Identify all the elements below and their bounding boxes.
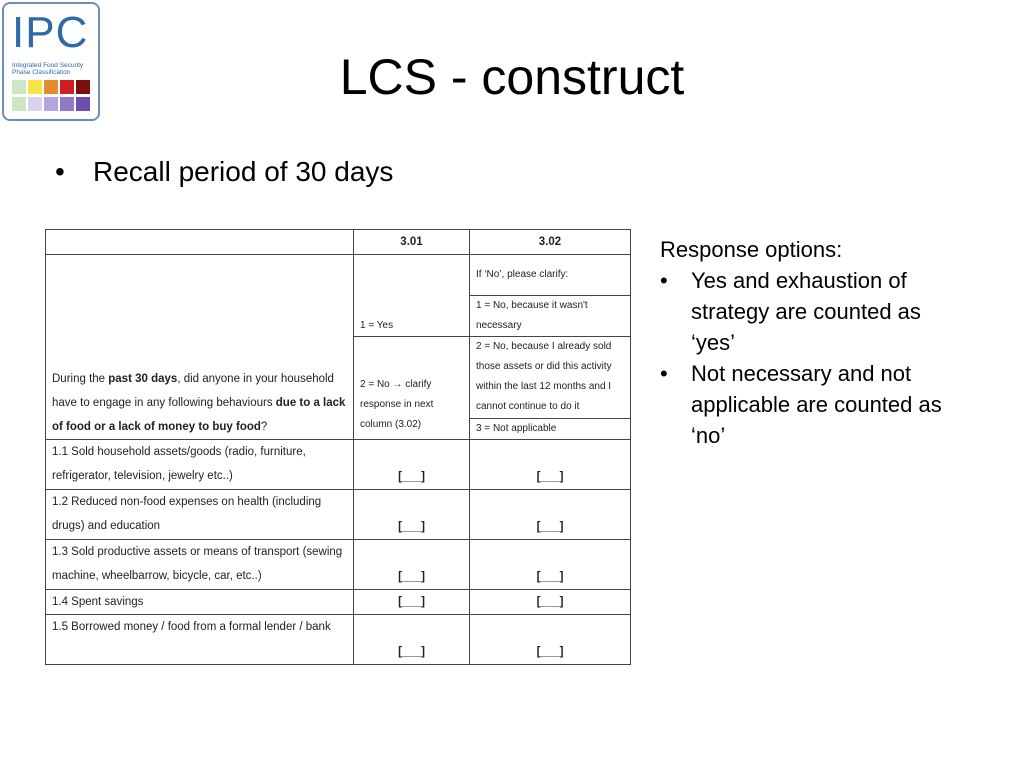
table-row-5-label: 1.5 Borrowed money / food from a formal lender / bank xyxy=(46,615,354,665)
row-5-box-3-01: [___] xyxy=(354,615,470,665)
lcs-table xyxy=(45,229,631,665)
col2-blank xyxy=(354,255,470,296)
row-3-box-3-01: [___] xyxy=(354,540,470,590)
q-text-1: During the xyxy=(52,373,109,385)
col3-option-1: 1 = No, because it wasn't necessary xyxy=(470,296,631,337)
response-item-2 xyxy=(660,358,960,451)
q-bold-1: past 30 days xyxy=(108,373,178,385)
table-row-2-label: 1.2 Reduced non-food expenses on health (including drugs) and education xyxy=(46,490,354,540)
response-heading: Response options: xyxy=(660,237,843,262)
row-3-box-3-02: [___] xyxy=(470,540,631,590)
row-2-box-3-02: [___] xyxy=(470,490,631,540)
logo-subtitle-1: Integrated Food Security xyxy=(12,62,84,69)
logo-subtitle-2: Phase Classification xyxy=(12,69,71,76)
q-text-3: ? xyxy=(260,421,268,433)
row-1-box-3-02: [___] xyxy=(470,440,631,490)
table-row-1-label: 1.1 Sold household assets/goods (radio, furniture, refrigerator, television, jewelry etc..) xyxy=(46,440,354,490)
bullet-dot: • xyxy=(660,268,668,293)
response-item-1-text: Yes and exhaustion of strategy are counted as ‘yes’ xyxy=(691,268,921,355)
header-3-02: 3.02 xyxy=(470,230,631,255)
q-text-2: , did anyone in your household have to engage in any following behaviours xyxy=(52,373,334,409)
row-5-box-3-02: [___] xyxy=(470,615,631,665)
row-4-box-3-02: [___] xyxy=(470,590,631,615)
col3-option-2: 2 = No, because I already sold those assets or did this activity within the last 12 months and I cannot continue to do it xyxy=(470,337,631,419)
response-item-1 xyxy=(660,265,960,358)
row-4-box-3-01: [___] xyxy=(354,590,470,615)
response-item-2-text: Not necessary and not applicable are counted as ‘no’ xyxy=(691,361,942,448)
table-row-4-label: 1.4 Spent savings xyxy=(46,590,354,615)
logo-text: IPC xyxy=(12,8,89,57)
bullet-dot: • xyxy=(55,156,65,187)
col3-clarify: If ‘No’, please clarify: xyxy=(470,255,631,296)
recall-bullet xyxy=(55,156,393,188)
row-1-box-3-01: [___] xyxy=(354,440,470,490)
q-bold-2: due to a lack of food or a lack of money to buy food xyxy=(52,397,346,433)
row-2-box-3-01: [___] xyxy=(354,490,470,540)
slide-title: LCS - construct xyxy=(339,49,685,105)
recall-text: Recall period of 30 days xyxy=(93,156,394,187)
response-list xyxy=(660,265,960,451)
response-options xyxy=(660,234,960,451)
bullet-dot: • xyxy=(660,361,668,386)
col3-option-3: 3 = Not applicable xyxy=(470,419,631,440)
col2-yes: 1 = Yes xyxy=(354,296,470,337)
header-empty xyxy=(46,230,354,255)
header-3-01: 3.01 xyxy=(354,230,470,255)
question-cell xyxy=(46,255,354,440)
col2-no: 2 = No → clarify response in next column (3.02) xyxy=(354,337,470,440)
table-row-3-label: 1.3 Sold productive assets or means of transport (sewing machine, wheelbarrow, bicycle, car, etc..) xyxy=(46,540,354,590)
